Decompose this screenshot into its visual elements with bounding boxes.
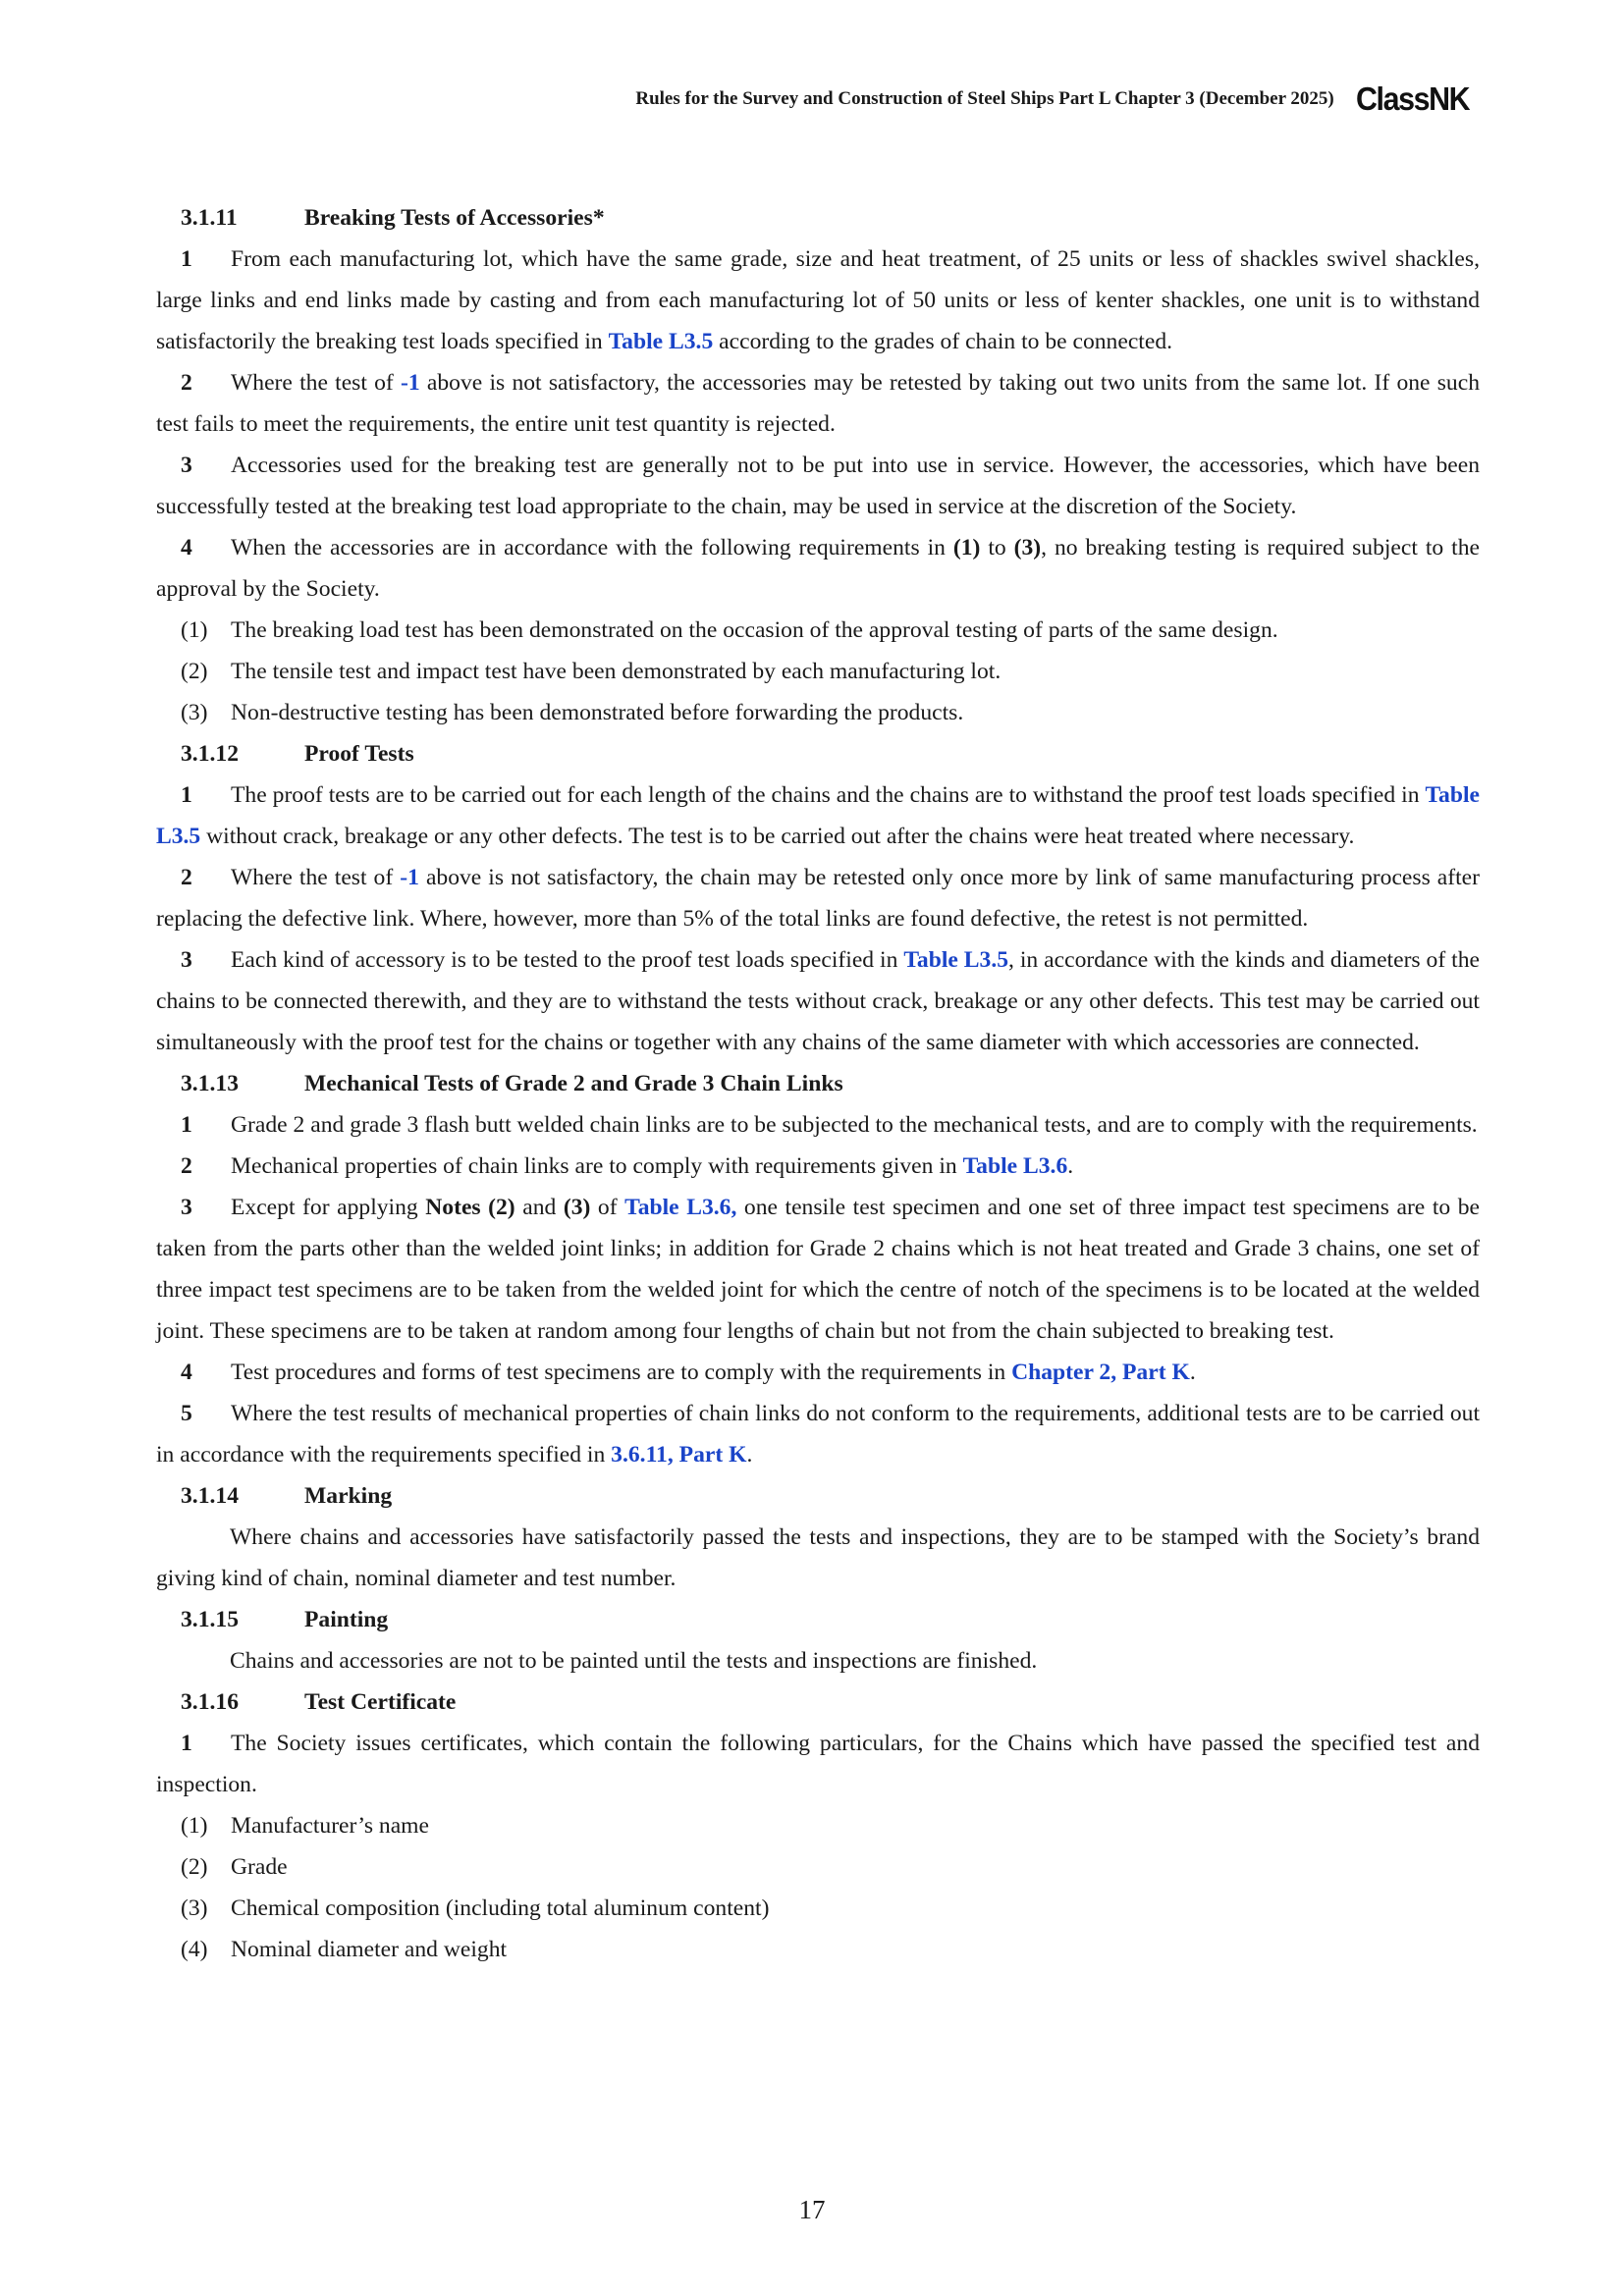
- link-table-l3-5[interactable]: Table L3.5: [903, 947, 1009, 973]
- paragraph-3-1-13-4: 4 Test procedures and forms of test specimens are to comply with the requirements in Chapter 2, Part K.: [181, 1360, 1196, 1385]
- link-table-l3-6[interactable]: Table L3.6,: [624, 1195, 737, 1220]
- link-table-l3-6[interactable]: Table L3.6: [962, 1153, 1068, 1179]
- paragraph-3-1-12-1: 1 The proof tests are to be carried out for each length of the chains and the chains are to withstand the proof test loads specified in Table L3.5 without crack, breakage or any other defects. The test is to be carried out after the chains were heat treated where necessary.: [156, 782, 1480, 849]
- section-heading-3-1-16: 3.1.16 Test Certificate: [181, 1689, 457, 1715]
- paragraph-3-1-15: Chains and accessories are not to be painted until the tests and inspections are finished.: [230, 1648, 1038, 1674]
- list-item: (3) Non-destructive testing has been demonstrated before forwarding the products.: [181, 700, 964, 725]
- link-paragraph-1[interactable]: -1: [401, 370, 420, 396]
- paragraph-3-1-13-3: 3 Except for applying Notes (2) and (3) of Table L3.6, one tensile test specimen and one set of three impact test specimens are to be taken from the parts other than the welded joint links; in addition for Grade 2 chains which is not heat treated and Grade 3 chains, one set of three impact test specimens are to be taken from the welded joint for which the centre of notch of the specimens is to be located at the welded joint. These specimens are to be taken at random among four lengths of chain but not from the chain subjected to breaking test.: [156, 1195, 1480, 1344]
- list-item: (3) Chemical composition (including total aluminum content): [181, 1896, 770, 1921]
- page-header: [0, 80, 1479, 118]
- list-item: (1) The breaking load test has been demonstrated on the occasion of the approval testing of parts of the same design.: [181, 617, 1278, 643]
- document-body: [156, 197, 1480, 1970]
- header-title: Rules for the Survey and Construction of Steel Ships Part L Chapter 3 (December 2025): [635, 88, 1334, 109]
- paragraph-3-1-12-2: 2 Where the test of -1 above is not satisfactory, the chain may be retested only once more by link of same manufacturing process after replacing the defective link. Where, however, more than 5% of the total links are found defective, the retest is not permitted.: [156, 865, 1481, 932]
- link-paragraph-1[interactable]: -1: [400, 865, 419, 890]
- paragraph-3-1-11-4: 4 When the accessories are in accordance with the following requirements in (1) to (3), no breaking testing is required subject to the approval by the Society.: [156, 535, 1480, 602]
- section-heading-3-1-15: 3.1.15 Painting: [181, 1607, 389, 1632]
- paragraph-3-1-11-1: 1 From each manufacturing lot, which have the same grade, size and heat treatment, of 25 units or less of shackles swivel shackles, large links and end links made by casting and from each manufacturing lot of 50 units or less of kenter shackles, one unit is to withstand satisfactorily the breaking test loads specified in Table L3.5 according to the grades of chain to be connected.: [156, 246, 1480, 354]
- link-chapter-2-part-k[interactable]: Chapter 2, Part K: [1011, 1360, 1190, 1385]
- link-3-6-11-part-k[interactable]: 3.6.11, Part K: [611, 1442, 747, 1468]
- paragraph-3-1-16-1: 1 The Society issues certificates, which contain the following particulars, for the Chains which have passed the specified test and inspection.: [156, 1731, 1480, 1797]
- list-item: (1) Manufacturer’s name: [181, 1813, 429, 1839]
- paragraph-3-1-14: Where chains and accessories have satisfactorily passed the tests and inspections, they are to be stamped with the Society’s brand giving kind of chain, nominal diameter and test number.: [156, 1524, 1480, 1591]
- paragraph-3-1-12-3: 3 Each kind of accessory is to be tested to the proof test loads specified in Table L3.5, in accordance with the kinds and diameters of the chains to be connected therewith, and they are to withstand the tests without crack, breakage or any other defects. This test may be carried out simultaneously with the proof test for the chains or together with any chains of the same diameter with which accessories are connected.: [156, 947, 1480, 1055]
- link-table-l3-5[interactable]: Table L3.5: [156, 782, 1480, 849]
- section-heading-3-1-11: 3.1.11 Breaking Tests of Accessories*: [181, 205, 605, 231]
- classnk-logo: ClassNK: [1355, 80, 1469, 117]
- paragraph-3-1-11-3: 3 Accessories used for the breaking test are generally not to be put into use in service. However, the accessories, which have been successfully tested at the breaking test load appropriate to the chain, may be used in service at the discretion of the Society.: [156, 453, 1480, 519]
- list-item: (2) Grade: [181, 1854, 288, 1880]
- paragraph-3-1-13-1: 1 Grade 2 and grade 3 flash butt welded chain links are to be subjected to the mechanical tests, and are to comply with the requirements.: [181, 1112, 1478, 1138]
- section-heading-3-1-12: 3.1.12 Proof Tests: [181, 741, 414, 767]
- page-number: 17: [798, 2195, 826, 2224]
- link-table-l3-5[interactable]: Table L3.5: [608, 329, 714, 354]
- list-item: (2) The tensile test and impact test have been demonstrated by each manufacturing lot.: [181, 659, 1001, 684]
- paragraph-3-1-13-5: 5 Where the test results of mechanical properties of chain links do not conform to the requirements, additional tests are to be carried out in accordance with the requirements specified in 3.6.11, Part K.: [156, 1401, 1480, 1468]
- list-item: (4) Nominal diameter and weight: [181, 1937, 508, 1962]
- section-heading-3-1-13: 3.1.13 Mechanical Tests of Grade 2 and Grade 3 Chain Links: [181, 1071, 843, 1096]
- paragraph-3-1-11-2: 2 Where the test of -1 above is not satisfactory, the accessories may be retested by taking out two units from the same lot. If one such test fails to meet the requirements, the entire unit test quantity is rejected.: [156, 370, 1481, 437]
- section-heading-3-1-14: 3.1.14 Marking: [181, 1483, 393, 1509]
- paragraph-3-1-13-2: 2 Mechanical properties of chain links are to comply with requirements given in Table L3.6.: [181, 1153, 1074, 1179]
